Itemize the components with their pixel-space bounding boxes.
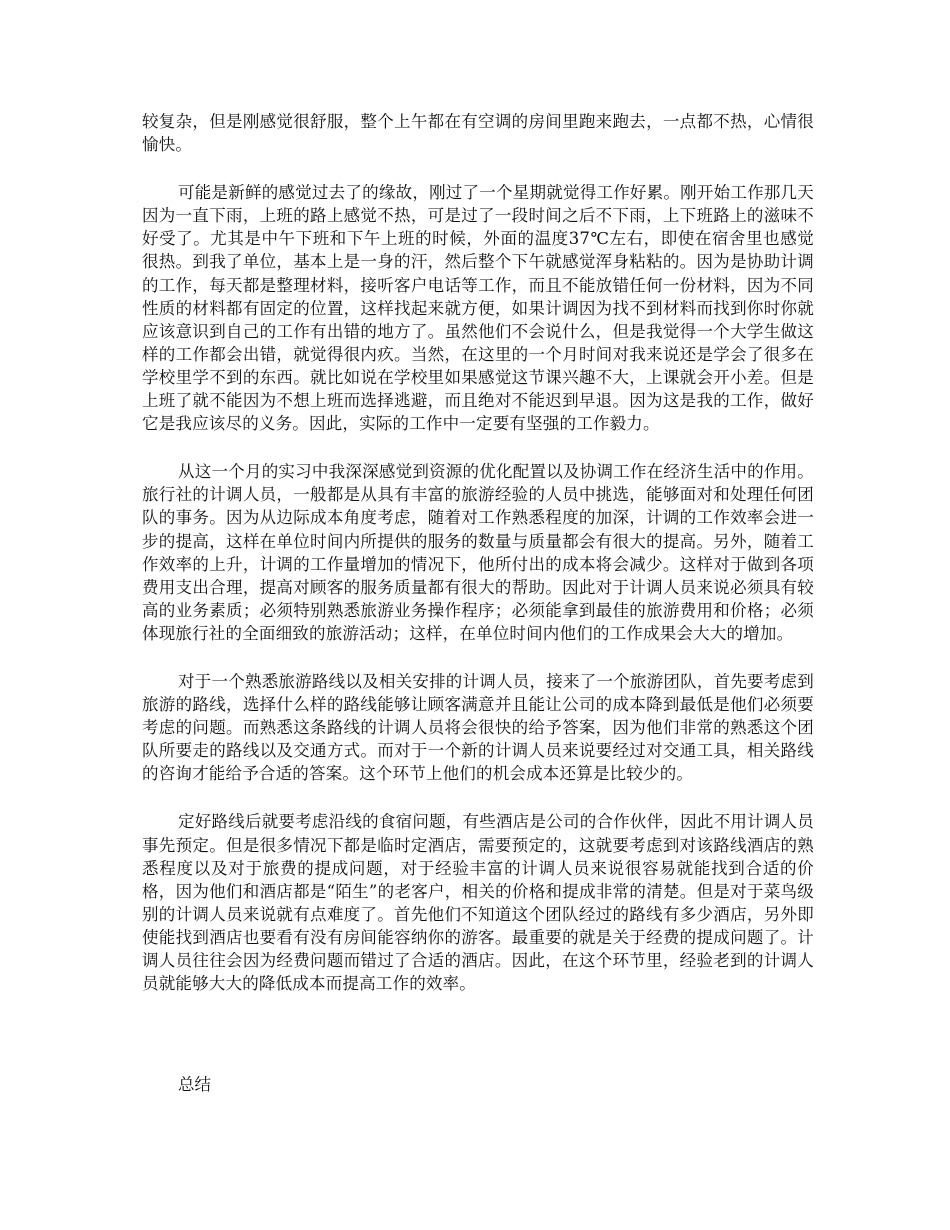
paragraph-continuation: 较复杂，但是刚感觉很舒服，整个上午都在有空调的房间里跑来跑去，一点都不热，心情很愉快。 bbox=[142, 112, 814, 155]
paragraph-accommodation: 定好路线后就要考虑沿线的食宿问题，有些酒店是公司的合作伙伴，因此不用计调人员事先预定。但是很多情况下都是临时定酒店，需要预定的，这就要考虑到对该路线酒店的熟悉程度以及对于旅费的提成问题，对于经验丰富的计调人员来说很容易就能找到合适的价格，因为他们和酒店都是“陌生”的老客户，相关的价格和提成非常的清楚。但是对于菜鸟级别的计调人员来说就有点难度了。首先他们不知道这个团队经过的路线有多少酒店，另外即使能找到酒店也要看有没有房间能容纳你的游客。最重要的就是关于经费的提成问题了。计调人员往往会因为经费问题而错过了合适的酒店。因此，在这个环节里，经验老到的计调人员就能够大大的降低成本而提高工作的效率。 bbox=[142, 812, 814, 994]
paragraph-work-fatigue: 可能是新鲜的感觉过去了的缘故，刚过了一个星期就觉得工作好累。刚开始工作那几天因为一直下雨，上班的路上感觉不热，可是过了一段时间之后不下雨，上下班路上的滋味不好受了。尤其是中午下班和下午上班的时候，外面的温度37℃左右，即使在宿舍里也感觉很热。到我了单位，基本上是一身的汗，然后整个下午就感觉浑身粘粘的。因为是协助计调的工作，每天都是整理材料，接听客户电话等工作，而且不能放错任何一份材料，因为不同性质的材料都有固定的位置，这样找起来就方便，如果计调因为找不到材料而找到你时你就应该意识到自己的工作有出错的地方了。虽然他们不会说什么，但是我觉得一个大学生做这样的工作都会出错，就觉得很内疚。当然，在这里的一个月时间对我来说还是学会了很多在学校里学不到的东西。就比如说在学校里如果感觉这节课兴趣不大，上课就会开小差。但是上班了就不能因为不想上班而选择逃避，而且绝对不能迟到早退。因为这是我的工作，做好它是我应该尽的义务。因此，实际的工作中一定要有坚强的工作毅力。 bbox=[142, 183, 814, 434]
paragraph-resource-allocation: 从这一个月的实习中我深深感觉到资源的优化配置以及协调工作在经济生活中的作用。旅行社的计调人员，一般都是从具有丰富的旅游经验的人员中挑选，能够面对和处理任何团队的事务。因为从边际成本角度考虑，随着对工作熟悉程度的加深，计调的工作效率会进一步的提高，这样在单位时间内所提供的服务的数量与质量都会有很大的提高。另外，随着工作效率的上升，计调的工作量增加的情况下，他所付出的成本将会减少。这样对于做到各项费用支出合理，提高对顾客的服务质量都有很大的帮助。因此对于计调人员来说必须具有较高的业务素质；必须特别熟悉旅游业务操作程序；必须能拿到最佳的旅游费用和价格；必须体现旅行社的全面细致的旅游活动；这样，在单位时间内他们的工作成果会大大的增加。 bbox=[142, 462, 814, 643]
paragraph-tour-route: 对于一个熟悉旅游路线以及相关安排的计调人员，接来了一个旅游团队，首先要考虑到旅游的路线，选择什么样的路线能够让顾客满意并且能让公司的成本降到最低是他们必须要考虑的问题。而熟悉这条路线的计调人员将会很快的给予答案，因为他们非常的熟悉这个团队所要走的路线以及交通方式。而对于一个新的计调人员来说要经过对交通工具，相关路线的咨询才能给予合适的答案。这个环节上他们的机会成本还算是比较少的。 bbox=[142, 671, 814, 784]
document-body bbox=[142, 110, 814, 1020]
section-heading-summary: 总结 bbox=[178, 1075, 211, 1094]
